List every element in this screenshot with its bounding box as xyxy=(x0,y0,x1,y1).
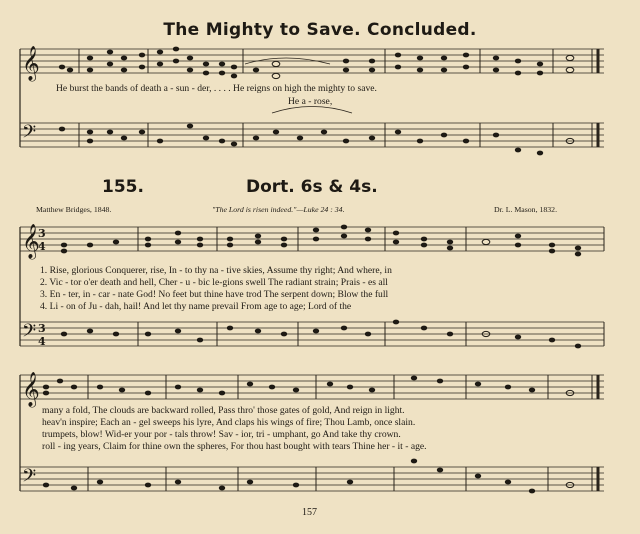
verse-line: many a fold, The clouds are backward rolled, Pass thro' those gates of gold, And reign in light. xyxy=(42,405,405,416)
meter-numerator: 3 xyxy=(38,227,46,240)
meter-numerator: 3 xyxy=(38,322,46,335)
verse-line: 4. Li - on of Ju - dah, hail! And let thy name prevail From age to age; Lord of the xyxy=(40,301,352,312)
hymn-author: Matthew Bridges, 1848. xyxy=(36,205,112,214)
hymn-number: 155. xyxy=(102,177,144,197)
hymn-title: Dort. 6s & 4s. xyxy=(246,177,378,197)
verse-line: 3. En - ter, in - car - nate God! No feet but thine have trod The serpent down; Blow the full xyxy=(40,289,389,300)
bass-clef-icon: 𝄢 xyxy=(22,321,37,346)
bass-staff xyxy=(20,322,604,346)
treble-staff xyxy=(20,375,604,399)
bass-staff xyxy=(20,123,604,147)
meter-denominator: 4 xyxy=(38,240,46,253)
bass-clef-icon: 𝄢 xyxy=(22,466,37,491)
meter-denominator: 4 xyxy=(38,335,46,348)
verse-line: trumpets, blow! Wid-er your por - tals throw! Sav - ior, tri - umphant, go And take thy crown. xyxy=(42,429,401,440)
hymn-scripture: "The Lord is risen indeed."—Luke 24 : 34. xyxy=(212,205,345,214)
verse-line: 1. Rise, glorious Conquerer, rise, In - to thy na - tive skies, Assume thy right; And where, in xyxy=(40,265,392,276)
bass-staff xyxy=(20,467,604,491)
inner-lyric: He a - rose, xyxy=(288,96,333,107)
treble-clef-icon: 𝄞 xyxy=(22,46,40,81)
verse-line: roll - ing years, Claim for thine own the spheres, For thou hast bought with tears Thine her - it - age. xyxy=(42,441,427,452)
page-number: 157 xyxy=(302,507,317,518)
verse-line: heav'n inspire; Each an - gel sweeps his lyre, And claps his wings of fire; Thou Lamb, once slain. xyxy=(42,417,416,428)
lyric-line-1: He burst the bands of death a - sun - der, . . . . He reigns on high the mighty to save. xyxy=(56,83,377,94)
tie-arc xyxy=(272,107,352,114)
treble-staff xyxy=(20,227,604,251)
verse-line: 2. Vic - tor o'er death and hell, Cher - u - bic le-gions swell The radiant strain; Prais - es all xyxy=(40,277,388,288)
treble-clef-icon: 𝄞 xyxy=(22,224,40,259)
bass-clef-icon: 𝄢 xyxy=(22,122,37,147)
hymn-composer: Dr. L. Mason, 1832. xyxy=(494,205,558,214)
page-title: The Mighty to Save. Concluded. xyxy=(163,20,477,40)
treble-clef-icon: 𝄞 xyxy=(22,372,40,407)
